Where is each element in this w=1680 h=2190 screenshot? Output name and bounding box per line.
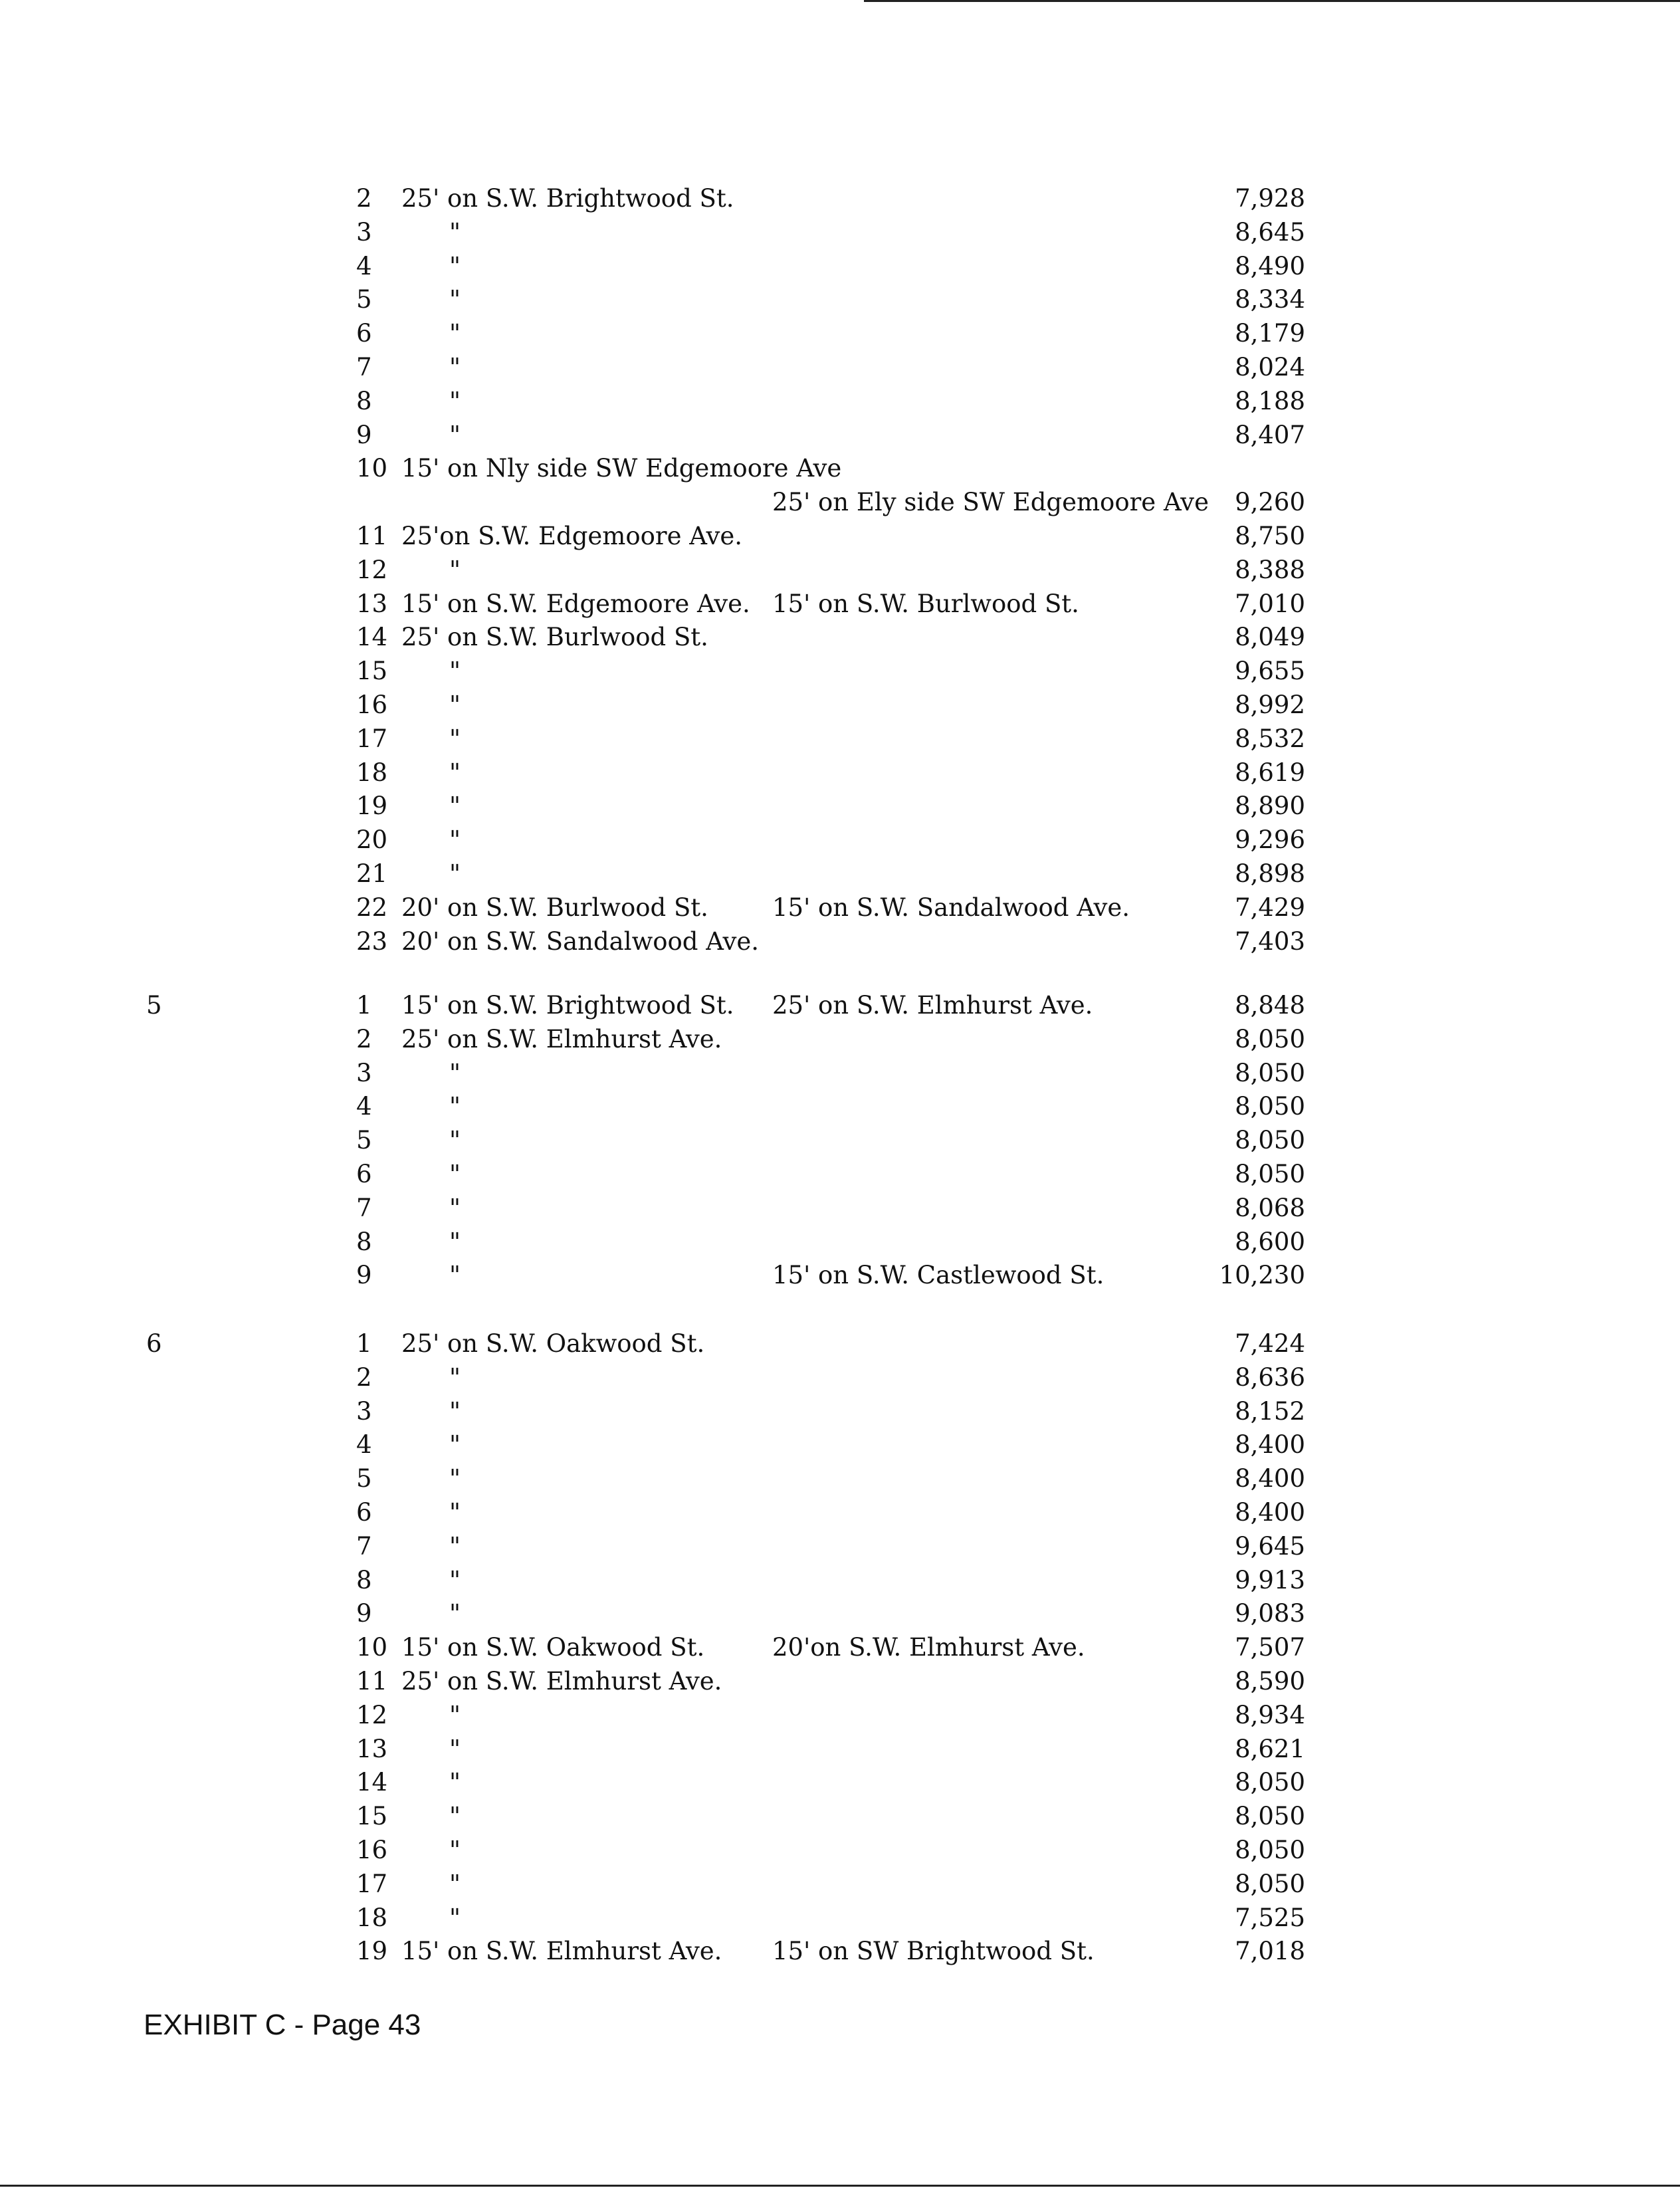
- ditto-mark: ": [449, 1802, 461, 1830]
- ditto-mark: ": [449, 1836, 461, 1864]
- lot-number: 4: [356, 1092, 372, 1121]
- table-row: [0, 1057, 1680, 1090]
- table-row: [0, 689, 1680, 722]
- ditto-mark: ": [449, 1126, 461, 1154]
- secondary-frontage-description: 15' on S.W. Burlwood St.: [772, 590, 1079, 618]
- ditto-mark: ": [449, 1430, 461, 1459]
- lot-area: 8,600: [1235, 1228, 1305, 1256]
- lot-number: 4: [356, 1430, 372, 1459]
- lot-number: 19: [356, 792, 388, 820]
- top-border-line: [864, 0, 1680, 2]
- ditto-mark: ": [449, 1904, 461, 1932]
- lot-area: 8,619: [1235, 758, 1305, 787]
- lot-area: 8,050: [1235, 1059, 1305, 1087]
- table-row: [0, 554, 1680, 587]
- lot-area: 9,913: [1235, 1566, 1305, 1594]
- table-row: [0, 250, 1680, 283]
- lot-area: 8,334: [1235, 285, 1305, 314]
- frontage-description: 25' on S.W. Elmhurst Ave.: [401, 1025, 722, 1053]
- lot-number: 6: [356, 1160, 372, 1188]
- lot-number: 16: [356, 691, 388, 719]
- lot-number: 20: [356, 825, 388, 854]
- table-row: [0, 989, 1680, 1022]
- ditto-mark: ": [449, 691, 461, 719]
- lot-number: 19: [356, 1937, 388, 1965]
- lot-number: 1: [356, 1329, 372, 1358]
- secondary-frontage-description: 25' on S.W. Elmhurst Ave.: [772, 991, 1093, 1020]
- lot-number: 3: [356, 1059, 372, 1087]
- ditto-mark: ": [449, 1261, 461, 1289]
- ditto-mark: ": [449, 218, 461, 247]
- table-row: [0, 823, 1680, 857]
- lot-number: 3: [356, 1397, 372, 1426]
- table-row: [0, 1259, 1680, 1292]
- lot-number: 13: [356, 590, 388, 618]
- lot-area: 8,050: [1235, 1870, 1305, 1898]
- lot-area: 8,890: [1235, 792, 1305, 820]
- lot-area: 8,750: [1235, 522, 1305, 550]
- lot-number: 5: [356, 1126, 372, 1154]
- ditto-mark: ": [449, 353, 461, 382]
- lot-number: 9: [356, 421, 372, 449]
- ditto-mark: ": [449, 758, 461, 787]
- table-row: [0, 351, 1680, 384]
- lot-number: 2: [356, 1025, 372, 1053]
- lot-area: 8,400: [1235, 1464, 1305, 1493]
- lot-number: 6: [356, 1498, 372, 1527]
- table-row: [0, 1496, 1680, 1529]
- ditto-mark: ": [449, 724, 461, 753]
- lot-number: 9: [356, 1261, 372, 1289]
- lot-area: 7,424: [1235, 1329, 1305, 1358]
- lot-number: 7: [356, 1532, 372, 1561]
- lot-area: 8,179: [1235, 319, 1305, 348]
- frontage-description: 25' on S.W. Brightwood St.: [401, 184, 734, 213]
- lot-number: 10: [356, 1633, 388, 1662]
- table-row: [0, 1564, 1680, 1597]
- ditto-mark: ": [449, 252, 461, 280]
- lot-area: 7,010: [1235, 590, 1305, 618]
- table-row: [0, 1868, 1680, 1901]
- lot-number: 18: [356, 1904, 388, 1932]
- lot-area: 8,050: [1235, 1768, 1305, 1797]
- lot-number: 9: [356, 1599, 372, 1628]
- frontage-description: 25'on S.W. Edgemoore Ave.: [401, 522, 743, 550]
- lot-area: 8,934: [1235, 1701, 1305, 1729]
- table-row: [0, 1462, 1680, 1495]
- lot-area: 8,050: [1235, 1802, 1305, 1830]
- ditto-mark: ": [449, 1498, 461, 1527]
- table-row: [0, 452, 1680, 485]
- frontage-description: 25' on S.W. Oakwood St.: [401, 1329, 705, 1358]
- lot-area: 8,400: [1235, 1498, 1305, 1527]
- lot-area: 8,050: [1235, 1160, 1305, 1188]
- lot-area: 8,590: [1235, 1667, 1305, 1696]
- secondary-frontage-description: 25' on Ely side SW Edgemoore Ave: [772, 488, 1209, 516]
- lot-area: 8,050: [1235, 1092, 1305, 1121]
- lot-area: 8,992: [1235, 691, 1305, 719]
- lot-number: 13: [356, 1735, 388, 1763]
- lot-number: 16: [356, 1836, 388, 1864]
- table-row: [0, 1395, 1680, 1428]
- table-row: [0, 1124, 1680, 1157]
- table-row: [0, 1665, 1680, 1698]
- lot-number: 21: [356, 859, 388, 888]
- lot-number: 17: [356, 1870, 388, 1898]
- lot-number: 1: [356, 991, 372, 1020]
- table-row: [0, 419, 1680, 452]
- lot-number: 8: [356, 1228, 372, 1256]
- table-row: [0, 621, 1680, 654]
- lot-area: 9,645: [1235, 1532, 1305, 1561]
- table-row: [0, 486, 1680, 519]
- frontage-description: 25' on S.W. Burlwood St.: [401, 623, 708, 651]
- lot-area: 8,024: [1235, 353, 1305, 382]
- lot-area: 8,388: [1235, 556, 1305, 584]
- lot-number: 2: [356, 184, 372, 213]
- table-row: [0, 1327, 1680, 1361]
- table-row: [0, 1428, 1680, 1462]
- table-row: [0, 756, 1680, 790]
- lot-area: 7,928: [1235, 184, 1305, 213]
- lot-number: 23: [356, 927, 388, 956]
- ditto-mark: ": [449, 1397, 461, 1426]
- lot-area: 8,188: [1235, 387, 1305, 415]
- lot-number: 4: [356, 252, 372, 280]
- ditto-mark: ": [449, 556, 461, 584]
- lot-number: 12: [356, 1701, 388, 1729]
- lot-number: 8: [356, 387, 372, 415]
- lot-area: 8,400: [1235, 1430, 1305, 1459]
- table-row: [0, 1023, 1680, 1056]
- table-row: [0, 1733, 1680, 1766]
- lot-number: 10: [356, 454, 388, 483]
- table-row: [0, 1935, 1680, 1968]
- lot-number: 5: [356, 285, 372, 314]
- lot-area: 7,018: [1235, 1937, 1305, 1965]
- frontage-description: 15' on S.W. Elmhurst Ave.: [401, 1937, 722, 1965]
- table-row: [0, 1902, 1680, 1935]
- frontage-description: 25' on S.W. Elmhurst Ave.: [401, 1667, 722, 1696]
- ditto-mark: ": [449, 1768, 461, 1797]
- ditto-mark: ": [449, 1532, 461, 1561]
- ditto-mark: ": [449, 1059, 461, 1087]
- table-row: [0, 1834, 1680, 1867]
- table-row: [0, 1597, 1680, 1630]
- lot-area: 8,645: [1235, 218, 1305, 247]
- frontage-description: 15' on S.W. Edgemoore Ave.: [401, 590, 750, 618]
- lot-area: 8,050: [1235, 1025, 1305, 1053]
- lot-number: 5: [356, 1464, 372, 1493]
- lot-area: 8,490: [1235, 252, 1305, 280]
- table-row: [0, 655, 1680, 688]
- lot-area: 7,525: [1235, 1904, 1305, 1932]
- frontage-description: 15' on S.W. Oakwood St.: [401, 1633, 705, 1662]
- table-row: [0, 1631, 1680, 1664]
- ditto-mark: ": [449, 1160, 461, 1188]
- frontage-description: 15' on S.W. Brightwood St.: [401, 991, 734, 1020]
- ditto-mark: ": [449, 825, 461, 854]
- lot-area: 8,848: [1235, 991, 1305, 1020]
- ditto-mark: ": [449, 1092, 461, 1121]
- table-row: [0, 1090, 1680, 1123]
- lot-area: 8,621: [1235, 1735, 1305, 1763]
- lot-number: 15: [356, 1802, 388, 1830]
- table-row: [0, 283, 1680, 316]
- table-row: [0, 1192, 1680, 1225]
- ditto-mark: ": [449, 1194, 461, 1222]
- table-row: [0, 520, 1680, 553]
- lot-area: 8,152: [1235, 1397, 1305, 1426]
- ditto-mark: ": [449, 859, 461, 888]
- lot-area: 7,403: [1235, 927, 1305, 956]
- ditto-mark: ": [449, 421, 461, 449]
- table-row: [0, 1699, 1680, 1732]
- ditto-mark: ": [449, 657, 461, 685]
- block-number: 5: [146, 991, 162, 1020]
- lot-area: 8,050: [1235, 1836, 1305, 1864]
- table-row: [0, 317, 1680, 350]
- table-row: [0, 1226, 1680, 1259]
- lot-area: 7,507: [1235, 1633, 1305, 1662]
- lot-area: 8,050: [1235, 1126, 1305, 1154]
- table-row: [0, 1800, 1680, 1833]
- lot-number: 3: [356, 218, 372, 247]
- table-row: [0, 722, 1680, 756]
- table-row: [0, 385, 1680, 418]
- lot-number: 11: [356, 522, 388, 550]
- lot-number: 15: [356, 657, 388, 685]
- lot-area: 8,068: [1235, 1194, 1305, 1222]
- lot-number: 2: [356, 1363, 372, 1392]
- ditto-mark: ": [449, 1464, 461, 1493]
- lot-number: 7: [356, 1194, 372, 1222]
- lot-area: 8,407: [1235, 421, 1305, 449]
- ditto-mark: ": [449, 1566, 461, 1594]
- ditto-mark: ": [449, 792, 461, 820]
- table-row: [0, 216, 1680, 249]
- table-row: [0, 857, 1680, 891]
- secondary-frontage-description: 20'on S.W. Elmhurst Ave.: [772, 1633, 1085, 1662]
- lot-area: 9,083: [1235, 1599, 1305, 1628]
- frontage-description: 20' on S.W. Burlwood St.: [401, 893, 708, 922]
- ditto-mark: ": [449, 1870, 461, 1898]
- lot-area: 9,655: [1235, 657, 1305, 685]
- lot-area: 9,260: [1235, 488, 1305, 516]
- table-row: [0, 1361, 1680, 1394]
- block-number: 6: [146, 1329, 162, 1358]
- lot-area: 7,429: [1235, 893, 1305, 922]
- lot-number: 12: [356, 556, 388, 584]
- lot-number: 11: [356, 1667, 388, 1696]
- table-row: [0, 925, 1680, 958]
- ditto-mark: ": [449, 319, 461, 348]
- ditto-mark: ": [449, 285, 461, 314]
- ditto-mark: ": [449, 1735, 461, 1763]
- frontage-description: 15' on Nly side SW Edgemoore Ave: [401, 454, 842, 483]
- lot-number: 14: [356, 623, 388, 651]
- lot-number: 7: [356, 353, 372, 382]
- lot-area: 8,049: [1235, 623, 1305, 651]
- lot-area: 9,296: [1235, 825, 1305, 854]
- lot-number: 8: [356, 1566, 372, 1594]
- secondary-frontage-description: 15' on S.W. Sandalwood Ave.: [772, 893, 1130, 922]
- lot-area: 8,636: [1235, 1363, 1305, 1392]
- lot-area: 10,230: [1219, 1261, 1305, 1289]
- secondary-frontage-description: 15' on S.W. Castlewood St.: [772, 1261, 1104, 1289]
- ditto-mark: ": [449, 1228, 461, 1256]
- bottom-border-line: [0, 2185, 1680, 2187]
- table-row: [0, 182, 1680, 215]
- lot-area: 8,532: [1235, 724, 1305, 753]
- table-row: [0, 1766, 1680, 1799]
- lot-number: 6: [356, 319, 372, 348]
- secondary-frontage-description: 15' on SW Brightwood St.: [772, 1937, 1095, 1965]
- ditto-mark: ": [449, 1599, 461, 1628]
- table-row: [0, 1158, 1680, 1191]
- table-row: [0, 588, 1680, 621]
- table-row: [0, 1530, 1680, 1563]
- ditto-mark: ": [449, 387, 461, 415]
- lot-number: 18: [356, 758, 388, 787]
- ditto-mark: ": [449, 1363, 461, 1392]
- lot-number: 17: [356, 724, 388, 753]
- lot-number: 22: [356, 893, 388, 922]
- exhibit-page-label: EXHIBIT C - Page 43: [144, 2009, 421, 2041]
- table-row: [0, 790, 1680, 823]
- table-row: [0, 891, 1680, 925]
- lot-area: 8,898: [1235, 859, 1305, 888]
- ditto-mark: ": [449, 1701, 461, 1729]
- lot-number: 14: [356, 1768, 388, 1797]
- frontage-description: 20' on S.W. Sandalwood Ave.: [401, 927, 760, 956]
